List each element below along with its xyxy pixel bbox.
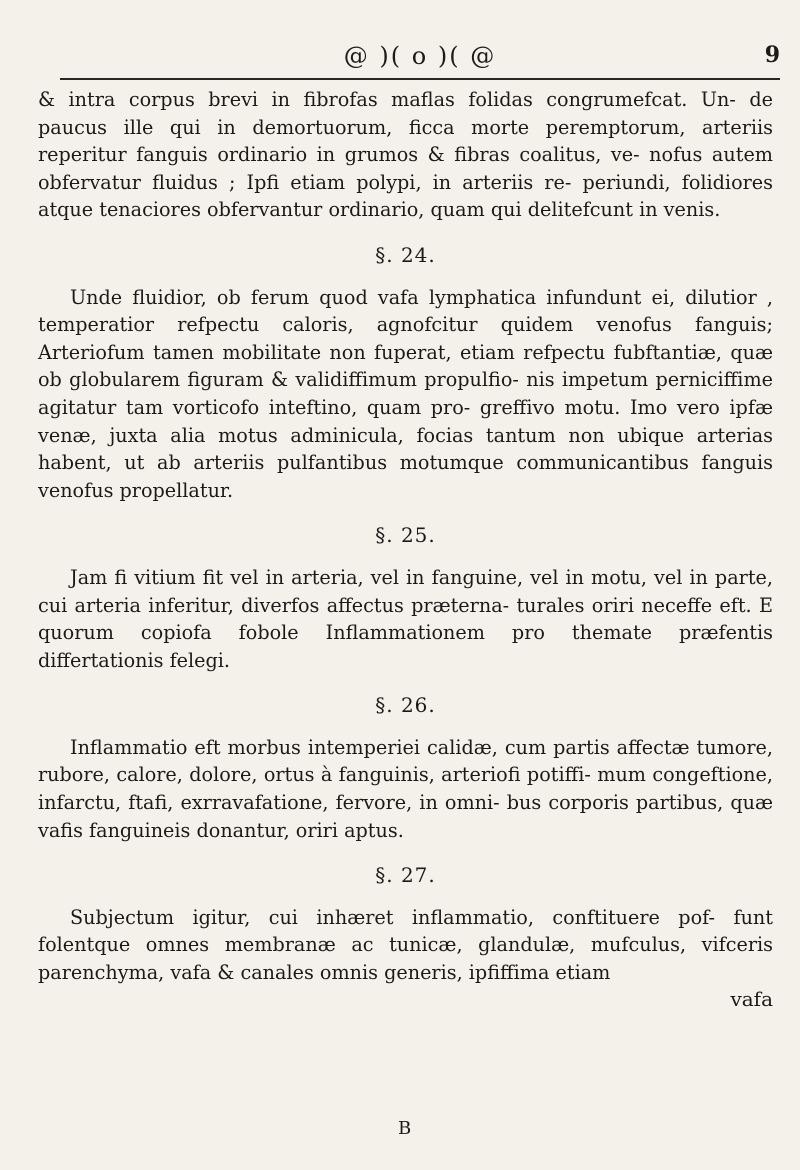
head-ornament: @ )( o )( @ — [343, 42, 497, 70]
section-24-text: Unde fluidior, ob ferum quod vafa lymphatica infundunt ei, dilutior , temperatior refpectu caloris, agnofcitur quidem venofus fanguis; Arteriofum tamen mobilitate non fuperat, etiam refpectu fubftantiæ, quæ ob globularem figuram & validiffimum propulfio- nis impetum perniciffime agitatur tam vorticofo inteftino, quam pro- greffivo motu. Imo vero ipfæ venæ, juxta alia motus adminicula, focias tantum non ubique arterias habent, ut ab arteriis pulfantibus motumque communicantibus fanguis venofus propellatur. — [38, 285, 774, 502]
text-block — [38, 86, 773, 1011]
section-27-text: Subjectum igitur, cui inhæret inflammatio, conftituere pof- funt folentque omnes membranæ ac tunicæ, glandulæ, mufculus, vifceris parenchyma, vafa & canales omnis generis, ipfiffima etiam — [38, 905, 773, 985]
page-number: 9 — [764, 42, 780, 68]
head-rule — [60, 78, 780, 80]
running-head — [60, 42, 780, 82]
section-heading-25: §. 25. — [375, 523, 436, 548]
section-heading-26: §. 26. — [375, 693, 436, 718]
section-26-text: Inflammatio eft morbus intemperiei calidæ, cum partis affectæ tumore, rubore, calore, dolore, ortus à fanguinis, arteriofi potiffi- mum congeftione, infarctu, ftafi, exrravafatione, fervore, in omni- bus corporis partibus, quæ vafis fanguineis donantur, oriri aptus. — [38, 735, 774, 842]
section-heading-27: §. 27. — [375, 863, 436, 888]
catchword: vafa — [730, 986, 773, 1011]
signature-mark: B — [398, 1118, 412, 1139]
paragraph-continued: & intra corpus brevi in fibrofas maflas folidas congrumefcat. Un- de paucus ille qui in demortuorum, ficca morte peremptorum, arteriis reperitur fanguis ordinario in grumos & fibras coalitus, ve- nofus autem obfervatur fluidus ; Ipfi etiam polypi, in arteriis re- periundi, folidiores atque tenaciores obfervantur ordinario, quam qui delitefcunt in venis. — [38, 88, 773, 222]
section-25-text: Jam fi vitium fit vel in arteria, vel in fanguine, vel in motu, vel in parte, cui arteria inferitur, diverfos affectus præterna- turales oriri neceffe eft. E quorum copiofa fobole Inflammationem pro themate præfentis differtationis felegi. — [38, 565, 773, 672]
section-heading-24: §. 24. — [375, 242, 436, 267]
